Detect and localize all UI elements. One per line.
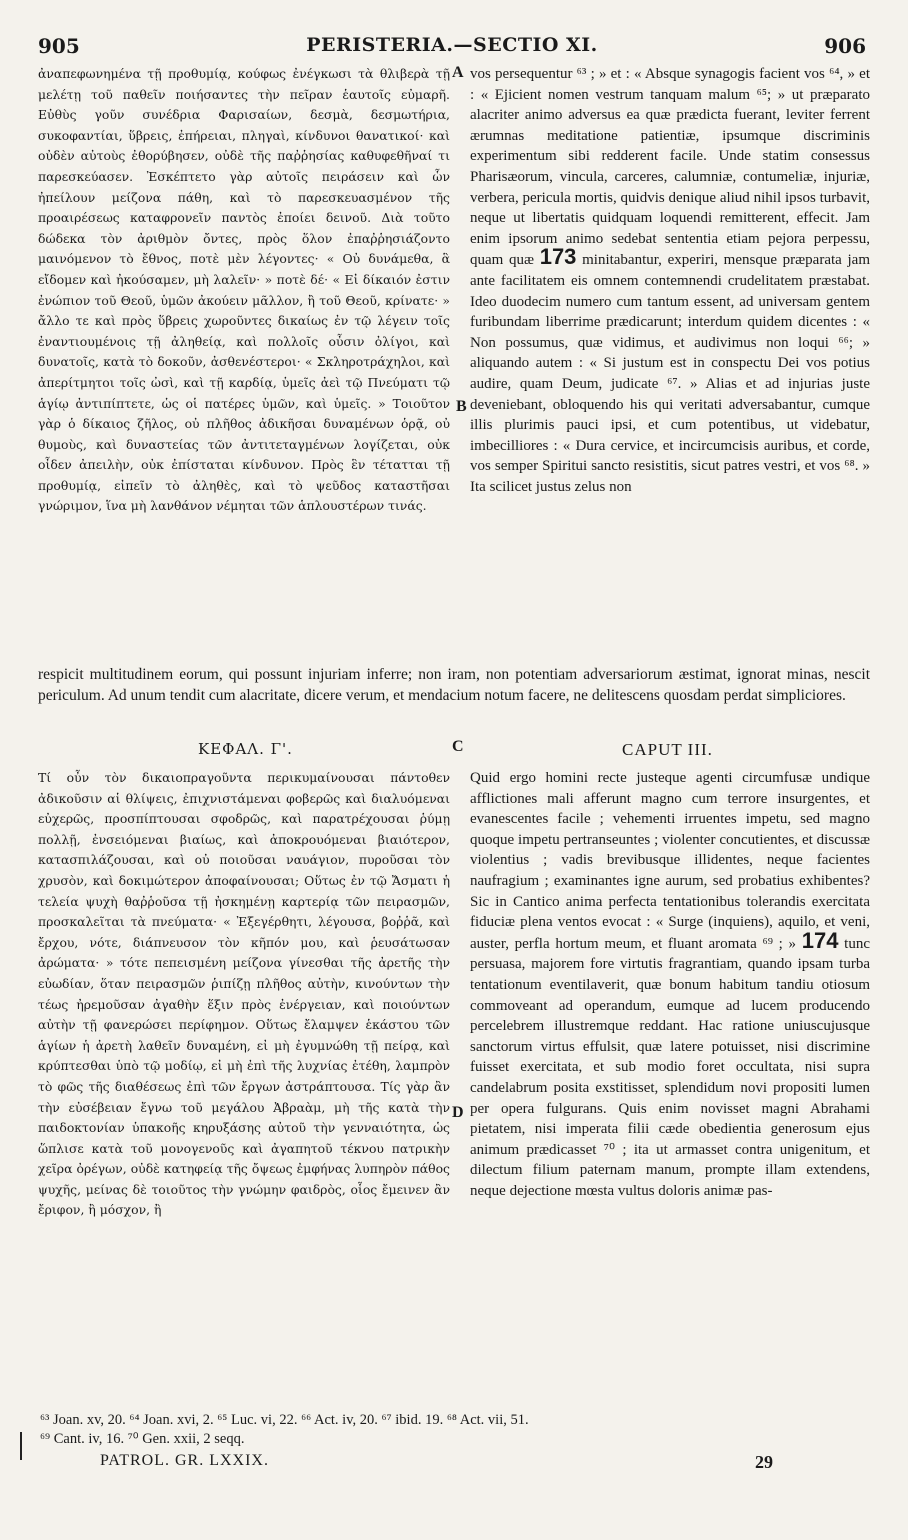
greek-column-top	[38, 64, 450, 686]
latin-fullwidth-text: respicit multitudinem eorum, qui possunt injuriam inferre; non iram, non potentiam adversariorum æstimat, ignorat minas, nescit periculum. Ad unum tendit cum alacritate, dicere verum, et mendacium notum facere, ne delitescens quosdam perdat simpliciores.	[38, 666, 870, 704]
greek-paragraph-bottom: Τί οὖν τὸν δικαιοπραγοῦντα περικυμαίνουσαι πάντοθεν ἀδικοῦσιν αἱ θλίψεις, ἐπιχνιστάμεναι φοβερῶς καὶ διαλυόμεναι εὐχερῶς, προσπίπτουσαι σφοδρῶς, καὶ παρατρέχουσαι ῥύμῃ πολλῇ, ἐνσειόμεναι βιαίως, καὶ ἀποκρουόμεναι βιαιότερον, κατασπιλάζουσαι, καὶ οὐ ποιοῦσαι ναυάγιον, πυροῦσαι τὸν χρυσὸν, καὶ δοκιμώτερον ἀποφαίνουσαι; Οὕτως ἐν τῷ Ἄσματι ἡ τελεία ψυχὴ θαῤῥοῦσα τῇ ἠσκημένῃ καρτερίᾳ τῶν πειρασμῶν, προσκαλεῖται τὰ πνεύματα· « Ἐξεγέρθητι, λέγουσα, βοῤῥᾶ, καὶ ἔρχου, νότε, διάπνευσον τὸν κῆπόν μου, καὶ ῥευσάτωσαν ἀρώματα· » τότε πεπεισμένη μείζονα γίνεσθαι τῆς ἀρετῆς τὴν εὐωδίαν, ὅταν πειρασμῶν ῥιπίζῃ πλῆθος αὐτὴν, κινούντων τὴν τέως ἠρεμοῦσαν ἀγαθὴν ἕξιν πρὸς ἐνέργειαν, καὶ ποιούντων αὐτὴν τῇ φανερώσει περίφημον. Οὕτως ἔλαμψεν ἑκάστου τῶν ἁγίων ἡ ἀρετὴ λαθεῖν δυναμένη, εἰ μὴ ἐγυμνώθη τῇ πείρᾳ, καὶ κρύπτεσθαι ὑπὸ τῷ μοδίῳ, εἰ μὴ ἐπὶ τῆς λυχνίας ἐτέθη, λαμπρὸν τὸ φῶς τῆς διαθέσεως ἐπὶ τῶν ἔργων ἀστράπτουσα. Τίς γὰρ ἂν τὴν εὐσέβειαν ἔγνω τοῦ μεγάλου Ἀβραὰμ, μὴ τῆς κατὰ τὴν παιδοκτονίαν ὑπακοῆς κηρυξάσης αὐτοῦ τὴν γενναιότητα, ὡς ὥπλισε κατὰ τοῦ μονογενοῦς καὶ ἀγαπητοῦ τέκνου πατρικὴν χεῖρα ὀρέγων, οὐδὲ κατηφείᾳ τῆς ὄψεως ἐμφήνας λυπηρὸν πάθος ψυχῆς, μείνας δὲ τοιοῦτος τὴν γνώμην φαιδρὸς, οἷος ἔμεινεν ἂν ἔριφον, ἢ μόσχον, ἢ	[38, 770, 450, 1218]
page-number-left: 905	[38, 34, 80, 58]
signature-number: 29	[755, 1452, 773, 1472]
latin-text-top-b: minitabantur, experiri, mensque præparata jam ante facilitatem eis omnem contemnendi crudelitatem præstabat. Ideo duodecim numero cum tantum essent, ad universam gentem furibundam liberrime prædicarunt; interdum quidem dicentes : « Non possumus, quæ vidimus, et audivimus non loqui ⁶⁶; » aliquando autem : « Si justum est in conspectu Dei vos potius audire, quam Deum, judicate ⁶⁷. » Alias et ad injurias juste deveniebant, obloquendo his qui veritati adversabantur, cumque illis plurimis pauci ipsi, et cum potentibus, ut videbatur, imbecilliores : « Dura cervice, et incircumcisis auribus, et corde, vos semper Spiritui sancto resistitis, sicut patres vestri, et vos ⁶⁸. » Ita scilicet justus zelus non	[470, 252, 870, 495]
latin-fullwidth-paragraph	[38, 665, 870, 706]
latin-column-top	[470, 64, 870, 664]
footnote-line-2: ⁶⁹ Cant. iv, 16. ⁷⁰ Gen. xxii, 2 seqq.	[40, 1431, 245, 1447]
series-volume: PATROL. GR. LXXIX.	[100, 1452, 269, 1469]
column-number-174: 174	[801, 927, 839, 953]
page-header	[38, 34, 866, 60]
page-number-right: 906	[824, 34, 866, 58]
margin-marker-c: C	[452, 738, 464, 755]
chapter-heading-greek: ΚΕΦΑΛ. Γ'.	[198, 740, 293, 758]
margin-marker-a: A	[452, 64, 464, 81]
latin-text-bottom-b: tunc persuasa, majorem fore virtutis fragrantiam, quando ipsam turba tentationum eventilaverit, quæ bonum habitum tandiu otiosum commoveant ad operandum, eumque ad lucem producendo percelebrem illustremque reddant. Hac ratione uniuscujusque sanctorum virtus effulsit, quæ latere potuisset, nisi discrimine fuisset exercitata, et sub modio foret occultata, nisi supra candelabrum posita exstitisset, splendidum novi propositi lumen per opera fulgurans. Quis enim novisset magni Abrahami pietatem, nisi imperata filii cæde obedientia generosum ejus animum prædicasset ⁷⁰ ; ita ut armasset contra unigenitum, et dilectum filium paternam manum, prompte illam extendens, neque dejectione mœsta vultus doloris animæ pas-	[470, 935, 870, 1199]
footnote-line-1: ⁶³ Joan. xv, 20. ⁶⁴ Joan. xvi, 2. ⁶⁵ Luc. vi, 22. ⁶⁶ Act. iv, 20. ⁶⁷ ibid. 19. ⁶⁸ Act. vii, 51.	[40, 1412, 529, 1428]
margin-marker-b: B	[456, 398, 467, 415]
running-title: PERISTERIA.—SECTIO XI.	[306, 34, 598, 56]
greek-paragraph-top: ἀναπεφωνημένα τῇ προθυμίᾳ, κούφως ἐνέγκωσι τὰ θλιβερὰ τῇ μελέτῃ τοῦ παθεῖν ποιήσαντες τὴν πεῖραν ἑαυτοῖς εὐμαρῆ. Εὐθὺς γοῦν συνέδρια Φαρισαίων, δεσμὰ, δεσμωτήρια, συκοφαντίαι, ὕβρεις, ἐπήρειαι, πληγαὶ, κίνδυνοι θανατικοί· καὶ οὐδὲν αὐτοὺς ἐθορύβησεν, οὐδὲ τῆς παῤῥησίας καθυφεθῆναί τι παρεσκεύασεν. Ἐσκέπτετο γὰρ αὐτοῖς πειράσειν καὶ ὧν ἠπείλουν μείζονα πάθη, καὶ τὸ παρεσκευασμένον τῆς προαιρέσεως καταφρονεῖν παντὸς ἐποίει δεινοῦ. Διὰ τοῦτο δώδεκα τὸν ἀριθμὸν ὄντες, πρὸς ὅλον ἐπαῤῥησιάζοντο μαινόμενον τὸ ἔθνος, ποτὲ μὲν λέγοντες· « Οὐ δυνάμεθα, ἃ εἴδομεν καὶ ἠκούσαμεν, μὴ λαλεῖν· » ποτὲ δέ· « Εἰ δίκαιόν ἐστιν ἐνώπιον τοῦ Θεοῦ, ὑμῶν ἀκούειν μᾶλλον, ἢ τοῦ Θεοῦ, κρίνατε· » ἄλλο τε καὶ πρὸς ὕβρεις χωροῦντες δικαίως ἐν τῷ λέγειν τοῖς ἐναντιουμένοις τῇ ἀληθείᾳ, καὶ πολλοῖς οὖσιν ὀλίγοι, καὶ δυνατοῖς, κατὰ τὸ δοκοῦν, ἀσθενέστεροι· « Σκληροτράχηλοι, καὶ ἀπερίτμητοι τοῖς ὠσὶ, καὶ τῇ καρδίᾳ, ὑμεῖς ἀεὶ τῷ Πνεύματι τῷ ἁγίῳ ἀντιπίπτετε, ὡς οἱ πατέρες ὑμῶν, καὶ ὑμεῖς. » Τοιοῦτον γὰρ ὁ δίκαιος ζῆλος, οὐ πλῆθος ἀδικῆσαι δυναμένων ὁρᾷ, οὐ θυμοὺς, καὶ δυναστείας τῶν ἀντιτεταγμένων λογίζεται, οὐκ οἶδεν ἀπειλὴν, οὐκ ἐπίσταται κίνδυνον. Πρὸς ἓν τέτατται τῇ προθυμίᾳ, εἰπεῖν τὸ ἀληθὲς, καὶ τὸ ψεῦδος καταστῆσαι γνώριμον, ἵνα μὴ λανθάνον νέμηται τῶν ἁπλουστέρων τινάς.	[38, 66, 450, 514]
footnotes	[40, 1411, 868, 1449]
margin-rule	[20, 1432, 22, 1460]
latin-text-bottom-a: Quid ergo homini recte justeque agenti circumfusæ undique afflictiones mali afferunt magno cum terrore insurgentes, et evanescentes facile ; vehementi irruentes impetu, sed magno quoque impetu pertranseuntes ; violenter concutientes, et discussæ violentius ; vadis brevibusque illidentes, neque facientes naufragium ; examinantes igne aurum, sed probatius exhibentes? Sic in Cantico anima perfecta tentationibus tolerandis exercitata fiduciæ plena ventos evocat : « Surge (inquiens), aquilo, et veni, auster, perfla hortum meum, et fluant aromata ⁶⁹ ; »	[470, 770, 870, 952]
latin-text-top-a: vos persequentur ⁶³ ; » et : « Absque synagogis facient vos ⁶⁴, » et : « Ejicient nomen vestrum tanquam malum ⁶⁵; » ut præparato alacriter animo adversus ea quæ prædicta fuerant, leviter ferrent ærumnas meditatione patientiæ, ipsumque discriminis experimentum sibi redderent facile. Unde statim consessus Pharisæorum, vincula, carceres, calumniæ, contumeliæ, injuriæ, verbera, pericula mortis, quidvis denique aliud nihil ipsos turbavit, neque ut libertatis quidquam loquendi remitterent, effecit. Jam enim ipsorum animo sedebat sententia etiam pejora perpessu, quam quæ	[470, 66, 870, 269]
latin-paragraph-bottom	[470, 768, 870, 1201]
column-number-173: 173	[539, 244, 577, 270]
greek-column-bottom	[38, 768, 450, 1390]
margin-marker-d: D	[452, 1104, 464, 1121]
latin-column-bottom	[470, 768, 870, 1390]
latin-paragraph-top	[470, 64, 870, 497]
chapter-heading-latin: CAPUT III.	[622, 740, 713, 759]
